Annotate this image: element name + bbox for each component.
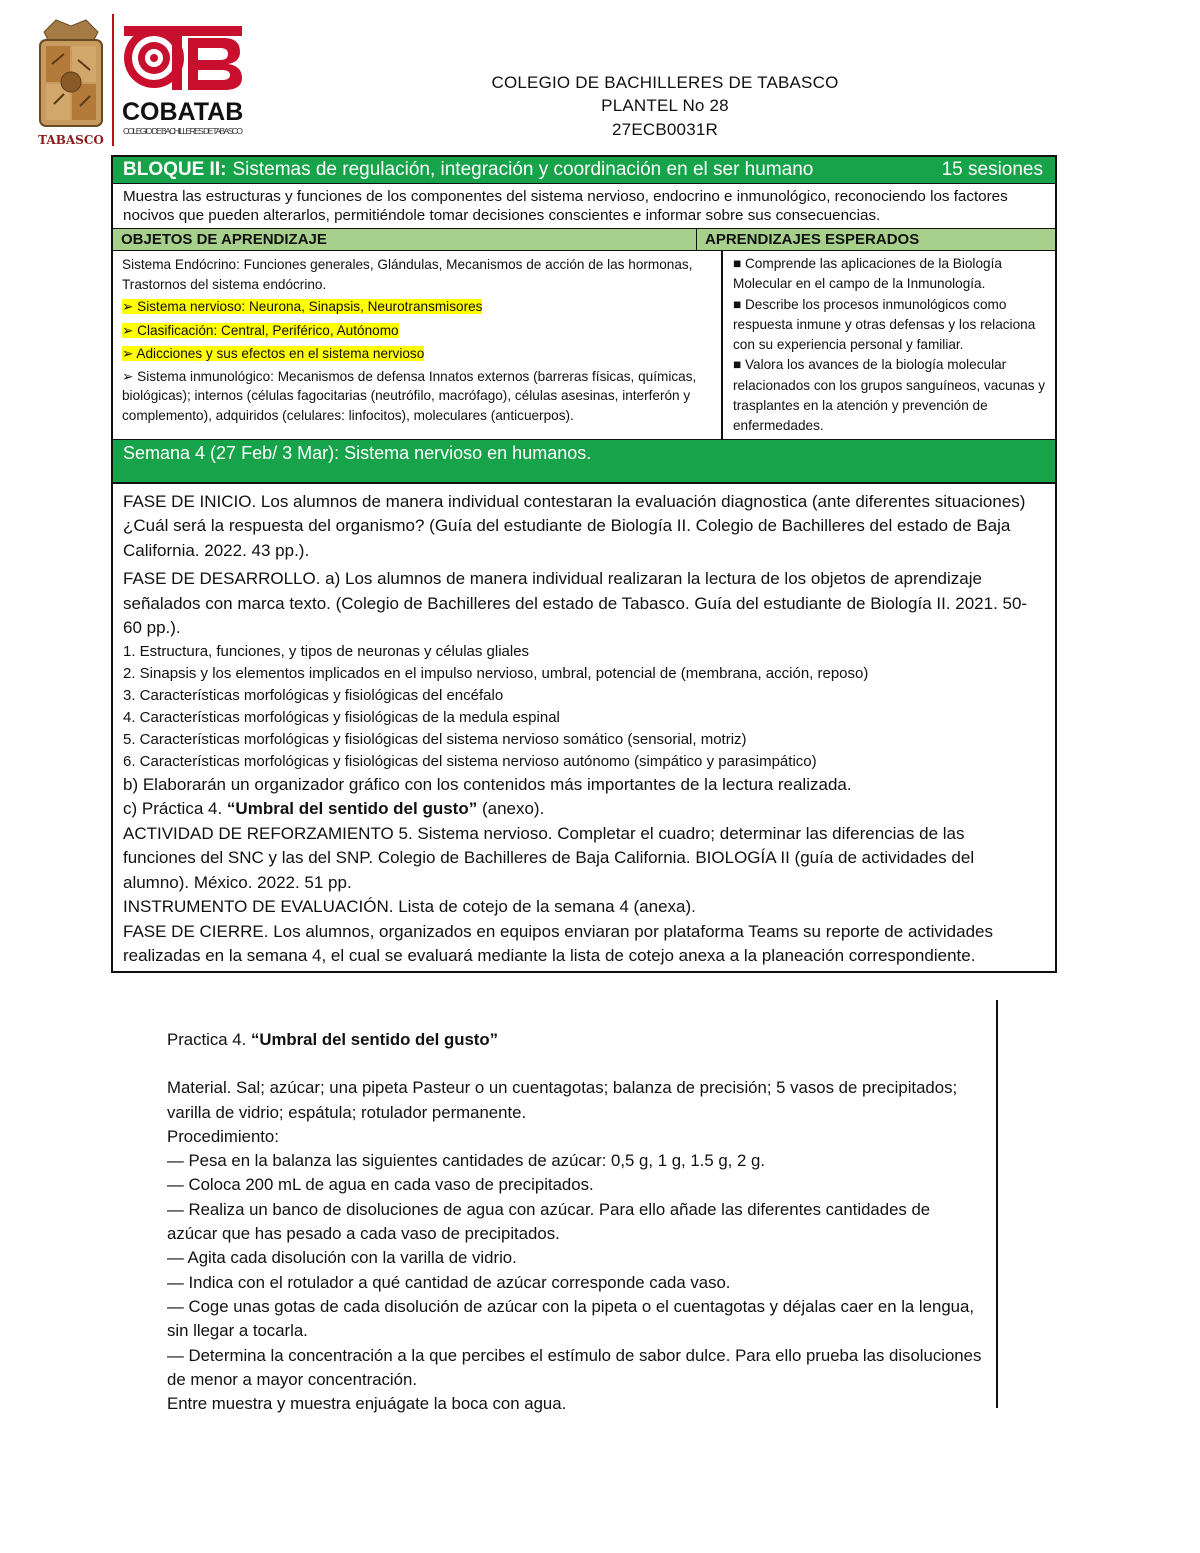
- practica-closing: Entre muestra y muestra enjuágate la boca con agua.: [167, 1394, 567, 1414]
- header-school-name: COLEGIO DE BACHILLERES DE TABASCO: [491, 73, 839, 92]
- bloque-purpose: Muestra las estructuras y funciones de los componentes del sistema nervioso, endocrino e inmunológico, reconociendo los factores nocivos que pueden alterarlos, permitiéndole tomar decisiones conscientes e informar sobre sus consecuencias.: [113, 184, 1055, 229]
- activities-body: [113, 484, 1055, 971]
- list-item: 1. Estructura, funciones, y tipos de neuronas y células gliales: [123, 642, 530, 660]
- practica-material: Material. Sal; azúcar; una pipeta Pasteur o un cuentagotas; balanza de precisión; 5 vasos de precipitados; varilla de vidrio; espátula; rotulador permanente.: [167, 1078, 958, 1122]
- actividad-c: c) Práctica 4. “Umbral del sentido del gusto” (anexo).: [123, 799, 545, 819]
- objeto-endocrino: Sistema Endócrino: Funciones generales, Glándulas, Mecanismos de acción de las hormonas, Trastornos del sistema endócrino.: [122, 257, 693, 292]
- aprendizaje-2: ■ Describe los procesos inmunológicos como respuesta inmune y otras defensas y los relaciona con su experiencia personal y familiar.: [733, 296, 1036, 353]
- actividad-reforzamiento: ACTIVIDAD DE REFORZAMIENTO 5. Sistema nervioso. Completar el cuadro; determinar las diferencias de las funciones del SNC y las del SNP. Colegio de Bachilleres de Baja California. BIOLOGÍA II (guía de actividades del alumno). México. 2022. 51 pp.: [123, 823, 975, 892]
- logo-divider: [112, 14, 114, 146]
- procedure-step: — Agita cada disolución con la varilla de vidrio.: [167, 1248, 517, 1268]
- practica-title-bold: “Umbral del sentido del gusto”: [226, 799, 478, 819]
- aprendizajes-header: APRENDIZAJES ESPERADOS: [705, 231, 920, 248]
- list-item: 4. Características morfológicas y fisiológicas de la medula espinal: [123, 708, 560, 726]
- columns-body: [113, 251, 1055, 440]
- tabasco-logo-text: TABASCO: [38, 133, 104, 147]
- planning-table: [111, 155, 1057, 973]
- tabasco-coat-of-arms-logo: [34, 14, 108, 150]
- bloque-label: BLOQUE II:: [123, 159, 227, 180]
- aprendizajes-cell: [723, 251, 1055, 439]
- objeto-inmunologico: ➢ Sistema inmunológico: Mecanismos de defensa Innatos externos (barreras físicas, químicas, biológicas); internos (células fagocitarias (neutrófilo, macrófago), células asesinas, interferón y complemento), adquiridos (celulares: linfocitos), moleculares (anticuerpos).: [122, 368, 697, 423]
- bloque-title: Sistemas de regulación, integración y coordinación en el ser humano: [232, 159, 814, 180]
- list-item: 5. Características morfológicas y fisiológicas del sistema nervioso somático (sensorial, motriz): [123, 730, 747, 748]
- cobatab-logo-name: COBATAB: [122, 98, 244, 126]
- bloque-sessions: 15 sesiones: [941, 159, 1043, 180]
- lectura-list: [123, 641, 1035, 773]
- fase-inicio: FASE DE INICIO. Los alumnos de manera individual contestaran la evaluación diagnostica (ante diferentes situaciones) ¿Cuál será la respuesta del organismo? (Guía del estudiante de Biología II. Colegio de Bachilleres del estado de Baja California. 2022. 43 pp.).: [123, 491, 1026, 560]
- cobatab-logo-sub: COLEGIO DE BACHILLERES DE TABASCO: [123, 126, 243, 136]
- semana-bar: Semana 4 (27 Feb/ 3 Mar): Sistema nervioso en humanos.: [113, 440, 1055, 484]
- list-item: 3. Características morfológicas y fisiológicas del encéfalo: [123, 686, 504, 704]
- header-plantel: PLANTEL No 28: [601, 96, 729, 115]
- objeto-clasificacion: ➢ Clasificación: Central, Periférico, Autónomo: [122, 322, 399, 338]
- objeto-adicciones: ➢ Adicciones y sus efectos en el sistema nervioso: [122, 346, 425, 361]
- fase-cierre: FASE DE CIERRE. Los alumnos, organizados en equipos enviaran por plataforma Teams su reporte de actividades realizadas en la semana 4, el cual se evaluará mediante la lista de cotejo anexa a la planeación correspondiente.: [123, 921, 993, 966]
- procedure-step: — Pesa en la balanza las siguientes cantidades de azúcar: 0,5 g, 1 g, 1.5 g, 2 g.: [167, 1151, 765, 1171]
- procedure-step: — Realiza un banco de disoluciones de agua con azúcar. Para ello añade las diferentes cantidades de azúcar que has pesado a cada vaso de precipitados.: [167, 1199, 931, 1244]
- instrumento-evaluacion: INSTRUMENTO DE EVALUACIÓN. Lista de cotejo de la semana 4 (anexa).: [123, 897, 696, 917]
- cobatab-logo: [120, 20, 250, 150]
- list-item: 2. Sinapsis y los elementos implicados en el impulso nervioso, umbral, potencial de (membrana, acción, reposo): [123, 664, 869, 682]
- header-clave: 27ECB0031R: [612, 120, 718, 139]
- actividad-b: b) Elaborarán un organizador gráfico con los contenidos más importantes de la lectura realizada.: [123, 774, 852, 794]
- procedure-step: — Coloca 200 mL de agua en cada vaso de precipitados.: [167, 1175, 594, 1195]
- aprendizaje-3: ■ Valora los avances de la biología molecular relacionados con los grupos sanguíneos, vacunas y trasplantes en la atención y prevención de enfermedades.: [733, 357, 1046, 434]
- objetos-header: OBJETOS DE APRENDIZAJE: [113, 229, 697, 250]
- objetos-cell: [113, 251, 723, 439]
- practica-title: Practica 4. “Umbral del sentido del gusto”: [167, 1030, 499, 1049]
- procedure-step: — Indica con el rotulador a qué cantidad de azúcar corresponde cada vaso.: [167, 1272, 731, 1292]
- bloque-bar: [113, 157, 1055, 184]
- aprendizaje-1: ■ Comprende las aplicaciones de la Biología Molecular en el campo de la Inmunología.: [733, 256, 1002, 292]
- procedure-step: — Coge unas gotas de cada disolución de azúcar con la pipeta o el cuentagotas y déjalas caer en la lengua, sin llegar a tocarla.: [167, 1296, 974, 1341]
- list-item: 6. Características morfológicas y fisiológicas del sistema nervioso autónomo (simpático y parasimpático): [123, 752, 817, 770]
- annex-border-line: [996, 1000, 998, 1408]
- practica-annex: [167, 1028, 982, 1416]
- fase-desarrollo: FASE DE DESARROLLO. a) Los alumnos de manera individual realizaran la lectura de los objetos de aprendizaje señalados con marca texto. (Colegio de Bachilleres del estado de Tabasco. Guía del estudiante de Biología II. 2021. 50-60 pp.).: [123, 569, 1028, 638]
- objeto-sistema-nervioso: ➢ Sistema nervioso: Neurona, Sinapsis, Neurotransmisores: [122, 299, 483, 314]
- procedure-step: — Determina la concentración a la que percibes el estímulo de sabor dulce. Para ello prueba las disoluciones de menor a mayor concentración.: [167, 1345, 982, 1389]
- practica-procedimiento: Procedimiento:: [167, 1126, 279, 1146]
- columns-header: [113, 229, 1055, 251]
